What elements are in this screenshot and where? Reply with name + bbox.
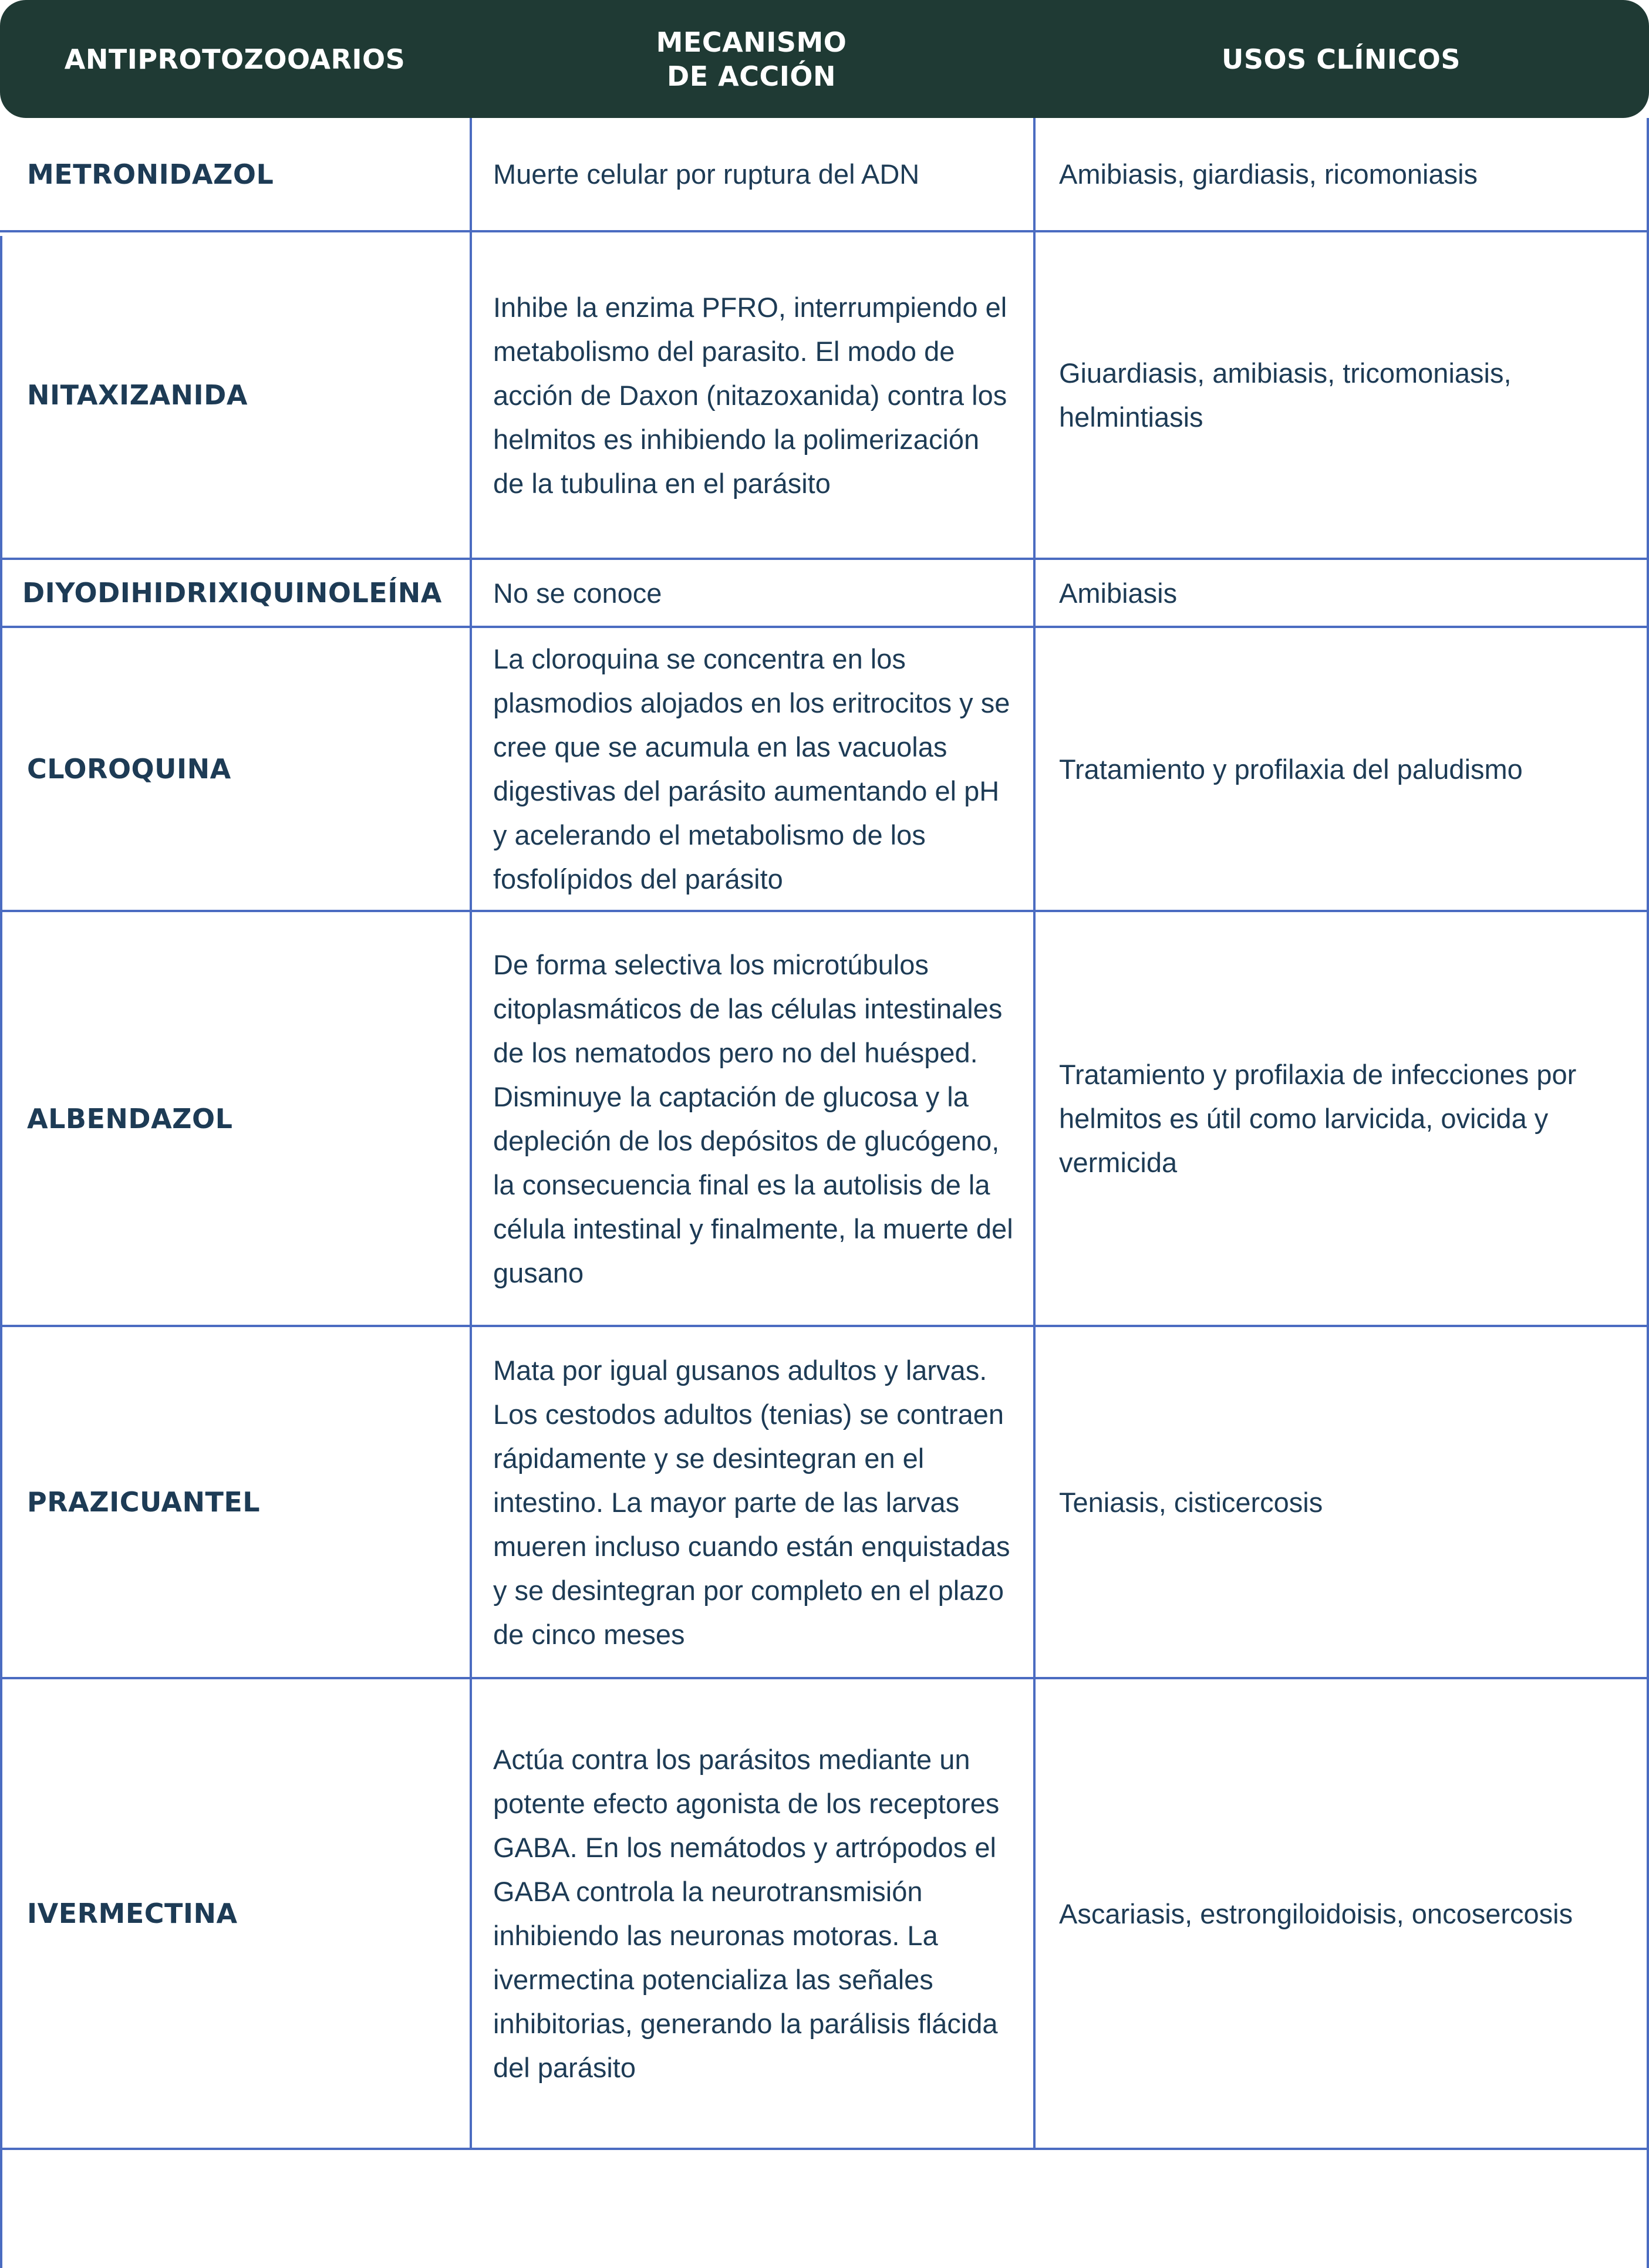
table-row xyxy=(0,1327,1649,1679)
clinical-uses-text: Tratamiento y profilaxia del paludismo xyxy=(1033,628,1649,910)
drug-name: NITAXIZANIDA xyxy=(27,379,248,411)
table-row xyxy=(0,912,1649,1327)
header-mecanismo-de-accion: MECANISMO DE ACCIÓN xyxy=(656,26,847,92)
table-row xyxy=(0,560,1649,628)
mechanism-text: La cloroquina se concentra en los plasmodios alojados en los eritrocitos y se cree que se acumula en las vacuolas digestivas del parásito aumentando el pH y acelerando el metabolismo de los fosfolípidos del parásito xyxy=(470,628,1033,910)
header-usos-clinicos: USOS CLÍNICOS xyxy=(1221,43,1461,75)
clinical-uses-text: Ascariasis, estrongiloidoisis, oncosercosis xyxy=(1033,1679,1649,2148)
drug-name: DIYODIHIDRIXIQUINOLEÍNA xyxy=(22,577,442,609)
mechanism-text: De forma selectiva los microtúbulos citoplasmáticos de las células intestinales de los nematodos pero no del huésped. Disminuye la captación de glucosa y la depleción de los depósitos de glucógeno, la consecuencia final es la autolisis de la célula intestinal y finalmente, la muerte del gusano xyxy=(470,912,1033,1325)
mechanism-text: Muerte celular por ruptura del ADN xyxy=(470,118,1033,230)
clinical-uses-text: Giuardiasis, amibiasis, tricomoniasis, helmintiasis xyxy=(1033,232,1649,558)
table-row xyxy=(0,232,1649,560)
table-right-border xyxy=(1647,236,1649,2268)
drug-name: CLOROQUINA xyxy=(27,753,231,785)
drug-name: ALBENDAZOL xyxy=(27,1102,233,1135)
table-row xyxy=(0,1679,1649,2150)
clinical-uses-text: Amibiasis, giardiasis, ricomoniasis xyxy=(1033,118,1649,230)
table-body xyxy=(0,118,1649,2150)
clinical-uses-text: Tratamiento y profilaxia de infecciones por helmitos es útil como larvicida, ovicida y vermicida xyxy=(1033,912,1649,1325)
clinical-uses-text: Amibiasis xyxy=(1033,560,1649,626)
drug-name: METRONIDAZOL xyxy=(27,158,274,190)
drug-name: IVERMECTINA xyxy=(27,1898,238,1929)
table-header xyxy=(0,0,1649,118)
drug-name: PRAZICUANTEL xyxy=(27,1486,261,1518)
header-antiprotozoarios: ANTIPROTOZOOARIOS xyxy=(64,43,406,75)
clinical-uses-text: Teniasis, cisticercosis xyxy=(1033,1327,1649,1677)
table-row xyxy=(0,628,1649,912)
table-row xyxy=(0,118,1649,232)
mechanism-text: Inhibe la enzima PFRO, interrumpiendo el metabolismo del parasito. El modo de acción de Daxon (nitazoxanida) contra los helmitos es inhibiendo la polimerización de la tubulina en el parásito xyxy=(470,232,1033,558)
mechanism-text: Actúa contra los parásitos mediante un potente efecto agonista de los receptores GABA. En los nemátodos y artrópodos el GABA controla la neurotransmisión inhibiendo las neuronas motoras. La ivermectina potencializa las señales inhibitorias, generando la parálisis flácida del parásito xyxy=(470,1679,1033,2148)
mechanism-text: Mata por igual gusanos adultos y larvas. Los cestodos adultos (tenias) se contraen rápidamente y se desintegran en el intestino. La mayor parte de las larvas mueren incluso cuando están enquistadas y se desintegran por completo en el plazo de cinco meses xyxy=(470,1327,1033,1677)
mechanism-text: No se conoce xyxy=(470,560,1033,626)
